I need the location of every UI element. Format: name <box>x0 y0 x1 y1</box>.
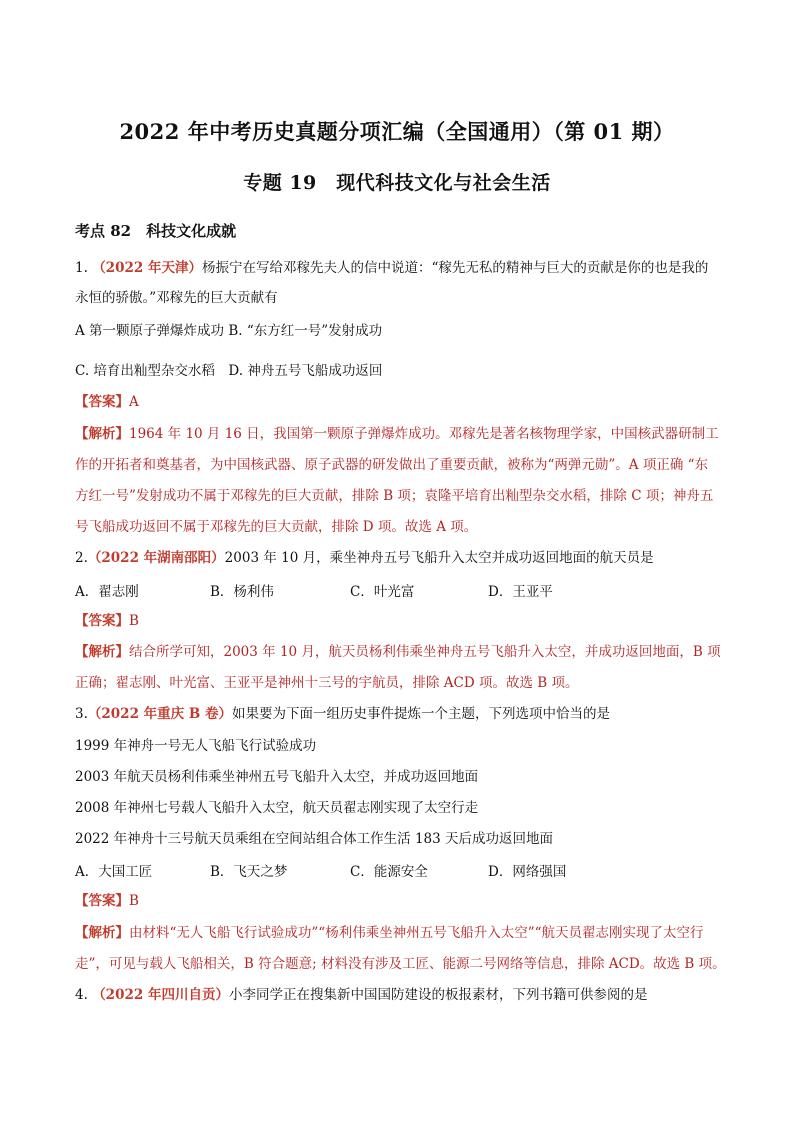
option-a: A．大国工匠 <box>75 864 153 880</box>
question-number: 2. <box>75 550 88 566</box>
question-2-analysis <box>75 642 735 662</box>
analysis-tag: 【解析】 <box>75 426 129 442</box>
question-3-event-3: 2008 年神州七号载人飞船升入太空，航天员翟志刚实现了太空行走 <box>75 800 479 816</box>
question-number: 3. <box>75 706 88 722</box>
question-2-stem <box>75 548 735 568</box>
question-3-event-1: 1999 年神舟一号无人飞船飞行试验成功 <box>75 738 317 754</box>
analysis-text: 结合所学可知，2003 年 10 月，航天员杨利伟乘坐神舟五号飞船升入太空，并成功返回地面，B 项 <box>129 644 721 660</box>
question-text: 如果要为下面一组历史事件提炼一个主题，下列选项中恰当的是 <box>231 706 610 722</box>
question-text: 2003 年 10 月，乘坐神舟五号飞船升入太空并成功返回地面的航天员是 <box>224 550 654 566</box>
option-d: D．网络强国 <box>488 864 567 880</box>
answer-value: B <box>129 613 139 629</box>
question-1-options-ab: A 第一颗原子弹爆炸成功 B. “东方红一号”发射成功 <box>75 323 383 339</box>
analysis-text: 由材料“无人飞船飞行试验成功”“杨利伟乘坐神州五号飞船升入太空”“航天员翟志刚实现了太空行 <box>129 925 704 941</box>
analysis-text: 1964 年 10 月 16 日，我国第一颗原子弹爆炸成功。邓稼先是著名核物理学家，中国核武器研制工 <box>129 426 719 442</box>
analysis-tag: 【解析】 <box>75 644 129 660</box>
page-title: 2022 年中考历史真题分项汇编（全国通用）（第 01 期） <box>119 119 675 144</box>
question-4-stem <box>75 985 735 1005</box>
section-heading: 考点 82 科技文化成就 <box>75 222 237 240</box>
question-number: 1. <box>75 260 88 276</box>
question-1-stem <box>75 258 735 278</box>
question-3-analysis <box>75 923 735 943</box>
question-3-analysis-line-2: 走”，可见与载人飞船相关，B 符合题意; 材料没有涉及工匠、能源二号网络等信息，排除 ACD。故选 B 项。 <box>75 956 726 972</box>
question-1-answer <box>75 392 735 412</box>
option-c: C．叶光富 <box>350 584 415 600</box>
answer-tag: 【答案】 <box>75 613 129 629</box>
topic-title: 专题 19 现代科技文化与社会生活 <box>243 172 551 194</box>
option-c: C．能源安全 <box>350 864 428 880</box>
question-2-answer <box>75 611 735 631</box>
question-2-options <box>75 580 553 600</box>
question-source: （2022 年湖南邵阳） <box>87 550 225 566</box>
option-b: B．杨利伟 <box>210 584 274 600</box>
question-3-answer <box>75 891 735 911</box>
option-b: B．飞天之梦 <box>210 864 288 880</box>
question-1-stem-cont: 永恒的骄傲。”邓稼先的巨大贡献有 <box>75 290 278 306</box>
question-1-analysis <box>75 424 735 444</box>
question-3-options <box>75 860 566 880</box>
answer-value: A <box>129 394 139 410</box>
analysis-tag: 【解析】 <box>75 925 129 941</box>
option-a: A．翟志刚 <box>75 584 139 600</box>
question-source: （2022 年重庆 B 卷） <box>87 706 232 722</box>
question-3-event-4: 2022 年神舟十三号航天员乘组在空间站组合体工作生活 183 天后成功返回地面 <box>75 831 553 847</box>
question-text: 小李同学正在搜集新中国国防建设的板报素材，下列书籍可供参阅的是 <box>228 987 648 1003</box>
question-1-analysis-line-2: 作的开拓者和奠基者，为中国核武器、原子武器的研发做出了重要贡献，被称为“两弹元勋”。A 项正确 “东 <box>75 457 709 473</box>
question-1-options-cd: C. 培育出籼型杂交水稻 D. 神舟五号飞船成功返回 <box>75 363 383 379</box>
question-3-event-2: 2003 年航天员杨利伟乘坐神州五号飞船升入太空，并成功返回地面 <box>75 769 479 785</box>
question-text: 杨振宁在写给邓稼先夫人的信中说道：“稼先无私的精神与巨大的贡献是你的也是我的 <box>201 260 709 276</box>
question-3-stem <box>75 704 735 724</box>
question-1-analysis-line-3: 方红一号”发射成功不属于邓稼先的巨大贡献，排除 B 项；袁隆平培育出籼型杂交水稻，排除 C 项；神舟五 <box>75 488 714 504</box>
question-1-analysis-line-4: 号飞船成功返回不属于邓稼先的巨大贡献，排除 D 项。故选 A 项。 <box>75 519 478 535</box>
answer-tag: 【答案】 <box>75 893 129 909</box>
answer-tag: 【答案】 <box>75 394 129 410</box>
question-number: 4. <box>75 987 88 1003</box>
question-source: （2022 年四川自贡） <box>92 987 229 1003</box>
question-2-analysis-line-2: 正确；翟志刚、叶光富、王亚平是神州十三号的宇航员，排除 ACD 项。故选 B 项。 <box>75 675 579 691</box>
answer-value: B <box>129 893 139 909</box>
question-source: （2022 年天津） <box>92 260 202 276</box>
option-d: D．王亚平 <box>488 584 553 600</box>
